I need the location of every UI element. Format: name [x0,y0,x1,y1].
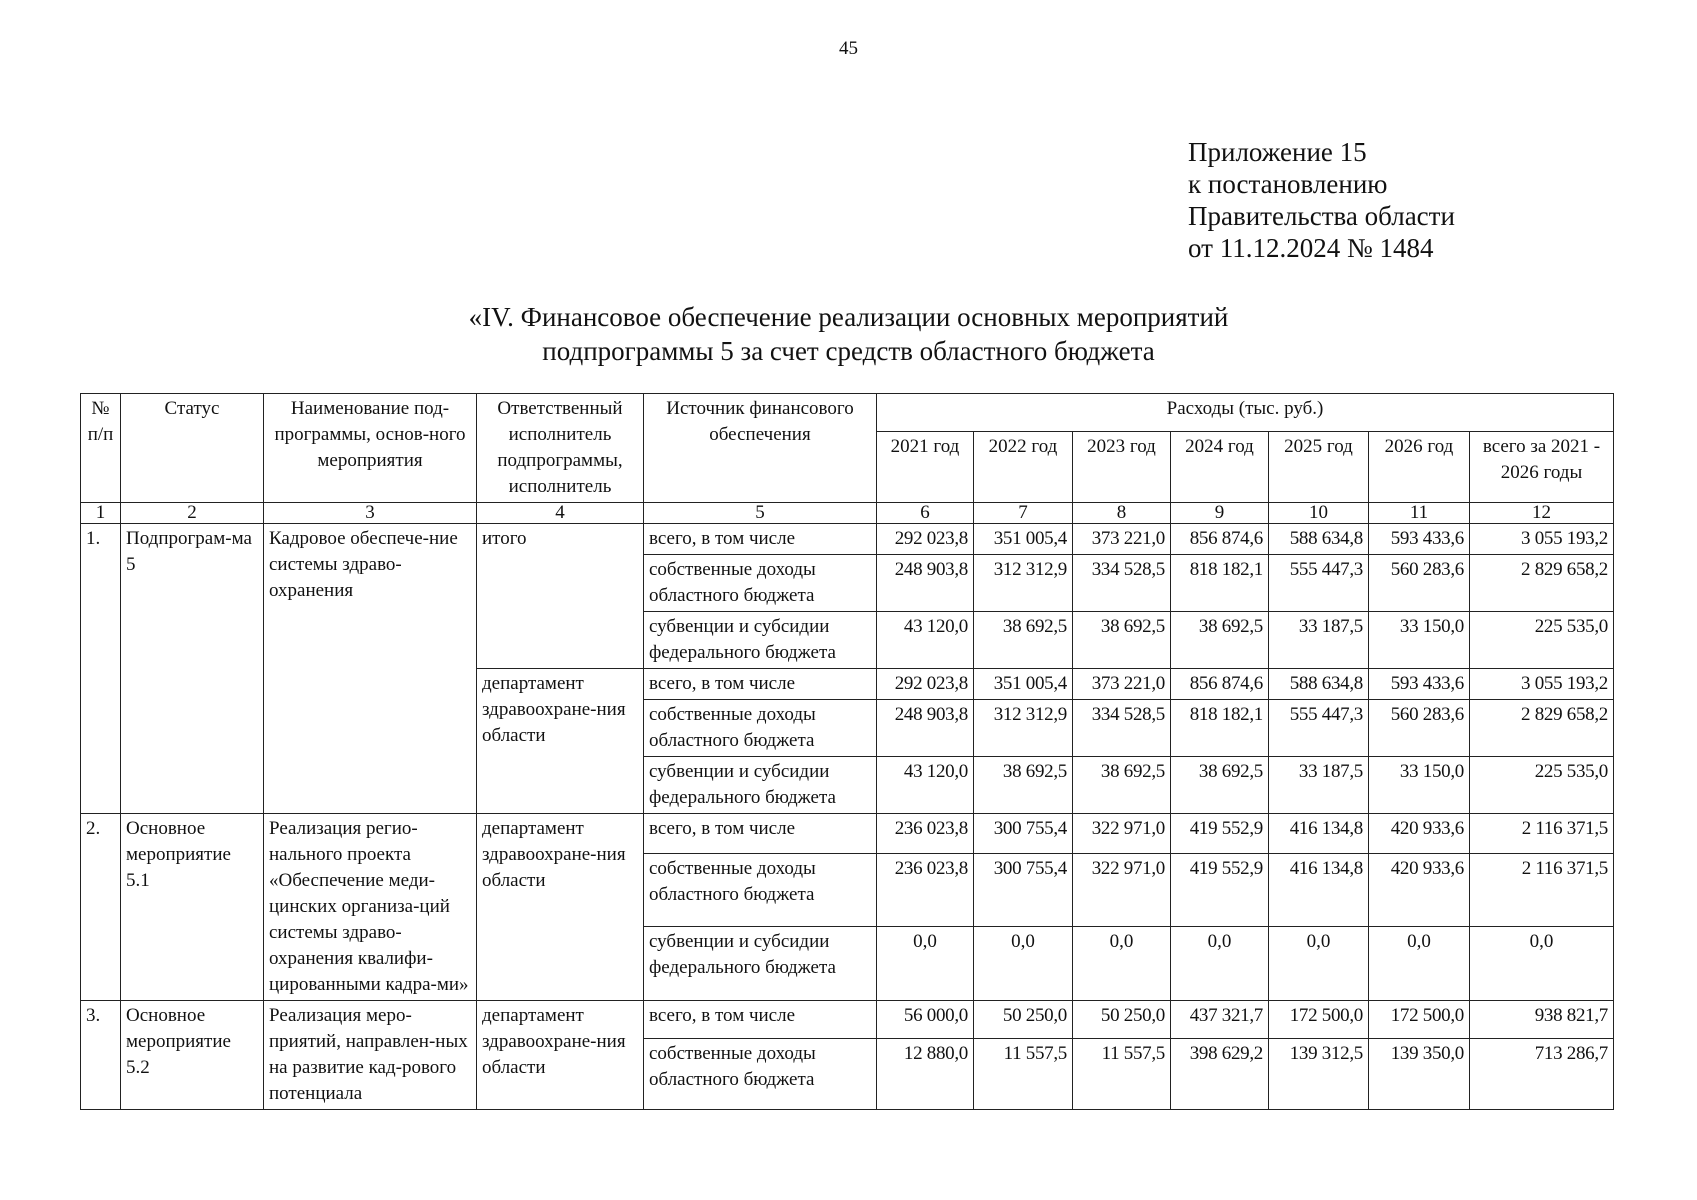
value-year: 56 000,0 [877,1001,974,1039]
page-number: 45 [839,38,858,59]
header-row [81,394,1614,432]
value-year: 12 880,0 [877,1039,974,1110]
table-row [81,814,1614,854]
header-year: 2022 год [974,432,1073,503]
row-status: Основное мероприятие 5.2 [121,1001,264,1110]
value-year: 43 120,0 [877,612,974,669]
value-year: 172 500,0 [1369,1001,1470,1039]
value-total: 2 829 658,2 [1470,700,1614,757]
value-year: 420 933,6 [1369,814,1470,854]
table-row [81,524,1614,555]
value-year: 38 692,5 [1073,757,1171,814]
value-year: 33 150,0 [1369,612,1470,669]
value-year: 300 755,4 [974,814,1073,854]
value-year: 437 321,7 [1171,1001,1269,1039]
header-status: Статус [121,394,264,503]
value-year: 11 557,5 [1073,1039,1171,1110]
row-executor: департамент здравоохране-ния области [477,669,644,814]
value-year: 292 023,8 [877,669,974,700]
value-year: 334 528,5 [1073,555,1171,612]
row-source: всего, в том числе [644,669,877,700]
header-year: 2025 год [1269,432,1369,503]
header-year: 2026 год [1369,432,1470,503]
value-year: 11 557,5 [974,1039,1073,1110]
row-source: всего, в том числе [644,524,877,555]
column-number: 8 [1073,503,1171,524]
column-number: 6 [877,503,974,524]
value-year: 0,0 [1269,927,1369,1001]
row-status: Подпрограм-ма 5 [121,524,264,814]
value-year: 351 005,4 [974,669,1073,700]
row-name: Кадровое обеспече-ние системы здраво-охранения [264,524,477,814]
value-year: 0,0 [877,927,974,1001]
column-number: 1 [81,503,121,524]
value-year: 322 971,0 [1073,814,1171,854]
value-year: 236 023,8 [877,814,974,854]
value-year: 33 187,5 [1269,612,1369,669]
value-year: 300 755,4 [974,853,1073,927]
row-number: 2. [81,814,121,1001]
value-total: 225 535,0 [1470,612,1614,669]
value-year: 50 250,0 [974,1001,1073,1039]
value-year: 419 552,9 [1171,853,1269,927]
row-name: Реализация регио-нального проекта «Обеспечение меди-цинских организа-ций системы здраво-охранения квалифи-цированными кадра-ми» [264,814,477,1001]
row-executor: итого [477,524,644,669]
row-source: собственные доходы областного бюджета [644,555,877,612]
row-source: собственные доходы областного бюджета [644,700,877,757]
value-total: 3 055 193,2 [1470,524,1614,555]
value-year: 172 500,0 [1269,1001,1369,1039]
value-year: 0,0 [1171,927,1269,1001]
column-number: 11 [1369,503,1470,524]
table-header [81,394,1614,524]
value-total: 225 535,0 [1470,757,1614,814]
column-number: 3 [264,503,477,524]
column-number: 7 [974,503,1073,524]
header-executor: Ответственный исполнитель подпрограммы, исполнитель [477,394,644,503]
column-number: 2 [121,503,264,524]
value-year: 373 221,0 [1073,524,1171,555]
appendix-line: Приложение 15 [1188,137,1367,167]
value-year: 555 447,3 [1269,555,1369,612]
value-total: 0,0 [1470,927,1614,1001]
value-total: 713 286,7 [1470,1039,1614,1110]
value-year: 856 874,6 [1171,524,1269,555]
header-total: всего за 2021 - 2026 годы [1470,432,1614,503]
value-year: 588 634,8 [1269,524,1369,555]
value-year: 292 023,8 [877,524,974,555]
appendix-line: Правительства области [1188,201,1455,231]
value-total: 938 821,7 [1470,1001,1614,1039]
value-year: 236 023,8 [877,853,974,927]
value-year: 416 134,8 [1269,814,1369,854]
value-year: 38 692,5 [974,757,1073,814]
row-source: субвенции и субсидии федерального бюджета [644,612,877,669]
document-title [0,300,1697,368]
column-number: 4 [477,503,644,524]
value-year: 322 971,0 [1073,853,1171,927]
value-total: 2 116 371,5 [1470,814,1614,854]
row-source: собственные доходы областного бюджета [644,853,877,927]
header-year: 2023 год [1073,432,1171,503]
value-year: 38 692,5 [1073,612,1171,669]
value-year: 593 433,6 [1369,669,1470,700]
appendix-line: от 11.12.2024 № 1484 [1188,233,1434,263]
value-year: 818 182,1 [1171,555,1269,612]
value-year: 33 187,5 [1269,757,1369,814]
value-year: 0,0 [1369,927,1470,1001]
value-year: 560 283,6 [1369,555,1470,612]
value-total: 3 055 193,2 [1470,669,1614,700]
value-year: 38 692,5 [1171,612,1269,669]
value-year: 555 447,3 [1269,700,1369,757]
title-line: «IV. Финансовое обеспечение реализации основных мероприятий [468,302,1229,332]
value-year: 312 312,9 [974,555,1073,612]
value-year: 33 150,0 [1369,757,1470,814]
column-number: 12 [1470,503,1614,524]
value-year: 419 552,9 [1171,814,1269,854]
row-source: всего, в том числе [644,814,877,854]
value-year: 334 528,5 [1073,700,1171,757]
header-year: 2024 год [1171,432,1269,503]
value-year: 50 250,0 [1073,1001,1171,1039]
value-year: 248 903,8 [877,700,974,757]
financing-table [80,393,1614,1110]
value-year: 38 692,5 [974,612,1073,669]
value-year: 560 283,6 [1369,700,1470,757]
column-number: 10 [1269,503,1369,524]
value-year: 248 903,8 [877,555,974,612]
value-year: 373 221,0 [1073,669,1171,700]
value-year: 43 120,0 [877,757,974,814]
header-year: 2021 год [877,432,974,503]
appendix-block [1188,136,1455,264]
value-year: 139 350,0 [1369,1039,1470,1110]
value-total: 2 829 658,2 [1470,555,1614,612]
column-number: 9 [1171,503,1269,524]
table-body [81,524,1614,1110]
row-source: субвенции и субсидии федерального бюджета [644,927,877,1001]
table-row [81,1001,1614,1039]
value-year: 818 182,1 [1171,700,1269,757]
appendix-line: к постановлению [1188,169,1388,199]
column-number-row [81,503,1614,524]
row-number: 1. [81,524,121,814]
value-year: 856 874,6 [1171,669,1269,700]
row-status: Основное мероприятие 5.1 [121,814,264,1001]
value-year: 38 692,5 [1171,757,1269,814]
value-year: 398 629,2 [1171,1039,1269,1110]
value-year: 593 433,6 [1369,524,1470,555]
row-executor: департамент здравоохране-ния области [477,814,644,1001]
header-expenses: Расходы (тыс. руб.) [877,394,1614,432]
header-source: Источник финансового обеспечения [644,394,877,503]
value-year: 0,0 [1073,927,1171,1001]
value-year: 139 312,5 [1269,1039,1369,1110]
value-year: 0,0 [974,927,1073,1001]
value-year: 588 634,8 [1269,669,1369,700]
row-source: субвенции и субсидии федерального бюджета [644,757,877,814]
value-year: 420 933,6 [1369,853,1470,927]
value-year: 312 312,9 [974,700,1073,757]
value-total: 2 116 371,5 [1470,853,1614,927]
value-year: 416 134,8 [1269,853,1369,927]
header-num: № п/п [81,394,121,503]
row-source: всего, в том числе [644,1001,877,1039]
column-number: 5 [644,503,877,524]
row-source: собственные доходы областного бюджета [644,1039,877,1110]
header-name: Наименование под-программы, основ-ного мероприятия [264,394,477,503]
row-name: Реализация меро-приятий, направлен-ных на развитие кад-рового потенциала [264,1001,477,1110]
value-year: 351 005,4 [974,524,1073,555]
row-number: 3. [81,1001,121,1110]
row-executor: департамент здравоохране-ния области [477,1001,644,1110]
title-line: подпрограммы 5 за счет средств областного бюджета [542,336,1155,366]
